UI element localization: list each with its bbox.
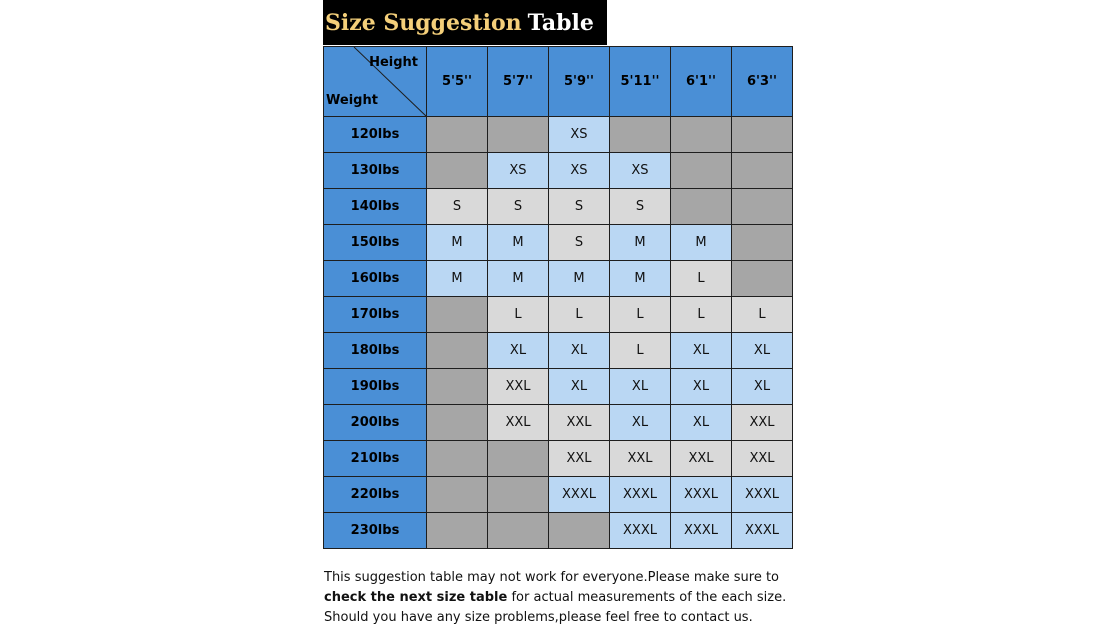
size-cell: XL xyxy=(671,333,732,369)
size-cell: XL xyxy=(549,369,610,405)
header-row xyxy=(324,47,793,117)
size-cell xyxy=(427,369,488,405)
size-cell xyxy=(488,513,549,549)
size-cell xyxy=(488,477,549,513)
height-header: 5'7'' xyxy=(488,47,549,117)
size-cell: XXL xyxy=(732,441,793,477)
size-cell: M xyxy=(488,225,549,261)
title-part-1: Size Suggestion xyxy=(325,9,522,36)
weight-label: 180lbs xyxy=(324,333,427,369)
weight-label: 220lbs xyxy=(324,477,427,513)
size-cell: XXXL xyxy=(671,477,732,513)
weight-label: 120lbs xyxy=(324,117,427,153)
size-cell: M xyxy=(671,225,732,261)
size-cell: XXXL xyxy=(549,477,610,513)
table-title xyxy=(323,0,607,45)
size-suggestion-table xyxy=(323,46,793,549)
height-header: 5'9'' xyxy=(549,47,610,117)
size-cell xyxy=(427,333,488,369)
size-cell xyxy=(732,189,793,225)
height-header: 5'11'' xyxy=(610,47,671,117)
size-cell: S xyxy=(488,189,549,225)
size-cell: XXL xyxy=(610,441,671,477)
size-cell xyxy=(427,513,488,549)
disclaimer-note xyxy=(324,568,794,628)
size-cell: XS xyxy=(488,153,549,189)
table-row xyxy=(324,153,793,189)
height-axis-label: Height xyxy=(369,55,418,70)
size-cell: S xyxy=(549,189,610,225)
table-row xyxy=(324,369,793,405)
size-cell: XS xyxy=(549,117,610,153)
weight-label: 190lbs xyxy=(324,369,427,405)
size-cell xyxy=(488,117,549,153)
size-cell: L xyxy=(488,297,549,333)
size-cell xyxy=(549,513,610,549)
size-cell: XXXL xyxy=(610,513,671,549)
size-cell xyxy=(427,153,488,189)
size-cell: M xyxy=(610,261,671,297)
size-cell: XXL xyxy=(488,369,549,405)
weight-label: 150lbs xyxy=(324,225,427,261)
size-cell xyxy=(427,477,488,513)
size-cell: XXL xyxy=(549,441,610,477)
table-row xyxy=(324,405,793,441)
size-cell: M xyxy=(610,225,671,261)
size-cell: XL xyxy=(610,405,671,441)
note-line-2-rest: for actual measurements of the each size. xyxy=(507,590,787,605)
note-line-1: This suggestion table may not work for everyone.Please make sure to xyxy=(324,570,779,585)
size-cell xyxy=(427,117,488,153)
size-cell xyxy=(732,225,793,261)
table-row xyxy=(324,513,793,549)
size-cell: L xyxy=(610,297,671,333)
table-row xyxy=(324,441,793,477)
size-cell xyxy=(671,189,732,225)
weight-label: 160lbs xyxy=(324,261,427,297)
table-row xyxy=(324,297,793,333)
size-cell: L xyxy=(732,297,793,333)
size-cell: XL xyxy=(671,369,732,405)
size-cell xyxy=(610,117,671,153)
size-cell xyxy=(427,405,488,441)
note-line-3: Should you have any size problems,please feel free to contact us. xyxy=(324,610,753,625)
size-cell: S xyxy=(549,225,610,261)
weight-axis-label: Weight xyxy=(326,93,378,108)
table-row xyxy=(324,225,793,261)
size-cell: L xyxy=(549,297,610,333)
size-cell: XXXL xyxy=(732,513,793,549)
size-cell: XXXL xyxy=(610,477,671,513)
weight-label: 200lbs xyxy=(324,405,427,441)
size-cell: M xyxy=(549,261,610,297)
height-header: 6'1'' xyxy=(671,47,732,117)
weight-label: 170lbs xyxy=(324,297,427,333)
size-cell xyxy=(488,441,549,477)
size-cell xyxy=(427,297,488,333)
table-row xyxy=(324,261,793,297)
size-cell: M xyxy=(427,261,488,297)
size-cell: S xyxy=(427,189,488,225)
size-cell: XXL xyxy=(671,441,732,477)
size-cell: XXXL xyxy=(671,513,732,549)
weight-label: 130lbs xyxy=(324,153,427,189)
size-cell xyxy=(671,153,732,189)
size-cell xyxy=(732,261,793,297)
weight-label: 230lbs xyxy=(324,513,427,549)
size-cell: M xyxy=(488,261,549,297)
size-cell: S xyxy=(610,189,671,225)
table-row xyxy=(324,477,793,513)
size-cell: L xyxy=(610,333,671,369)
size-cell: M xyxy=(427,225,488,261)
height-header: 5'5'' xyxy=(427,47,488,117)
size-cell: XS xyxy=(610,153,671,189)
size-cell xyxy=(732,153,793,189)
size-cell xyxy=(427,441,488,477)
size-cell: XL xyxy=(732,333,793,369)
size-cell: XL xyxy=(610,369,671,405)
note-line-2 xyxy=(324,588,794,608)
table-row xyxy=(324,189,793,225)
size-cell: XL xyxy=(732,369,793,405)
weight-label: 140lbs xyxy=(324,189,427,225)
table-row xyxy=(324,333,793,369)
corner-cell xyxy=(324,47,427,117)
size-cell: XXL xyxy=(549,405,610,441)
size-cell: L xyxy=(671,261,732,297)
size-cell: XS xyxy=(549,153,610,189)
height-header: 6'3'' xyxy=(732,47,793,117)
weight-label: 210lbs xyxy=(324,441,427,477)
size-cell xyxy=(671,117,732,153)
size-cell: XL xyxy=(671,405,732,441)
next-size-table-link-text: check the next size table xyxy=(324,590,508,605)
title-part-2: Table xyxy=(527,9,594,36)
size-cell: XXL xyxy=(488,405,549,441)
size-cell: XXXL xyxy=(732,477,793,513)
size-cell: XL xyxy=(549,333,610,369)
size-cell: L xyxy=(671,297,732,333)
size-cell xyxy=(732,117,793,153)
size-cell: XL xyxy=(488,333,549,369)
size-cell: XXL xyxy=(732,405,793,441)
table-row xyxy=(324,117,793,153)
table-body xyxy=(324,117,793,549)
